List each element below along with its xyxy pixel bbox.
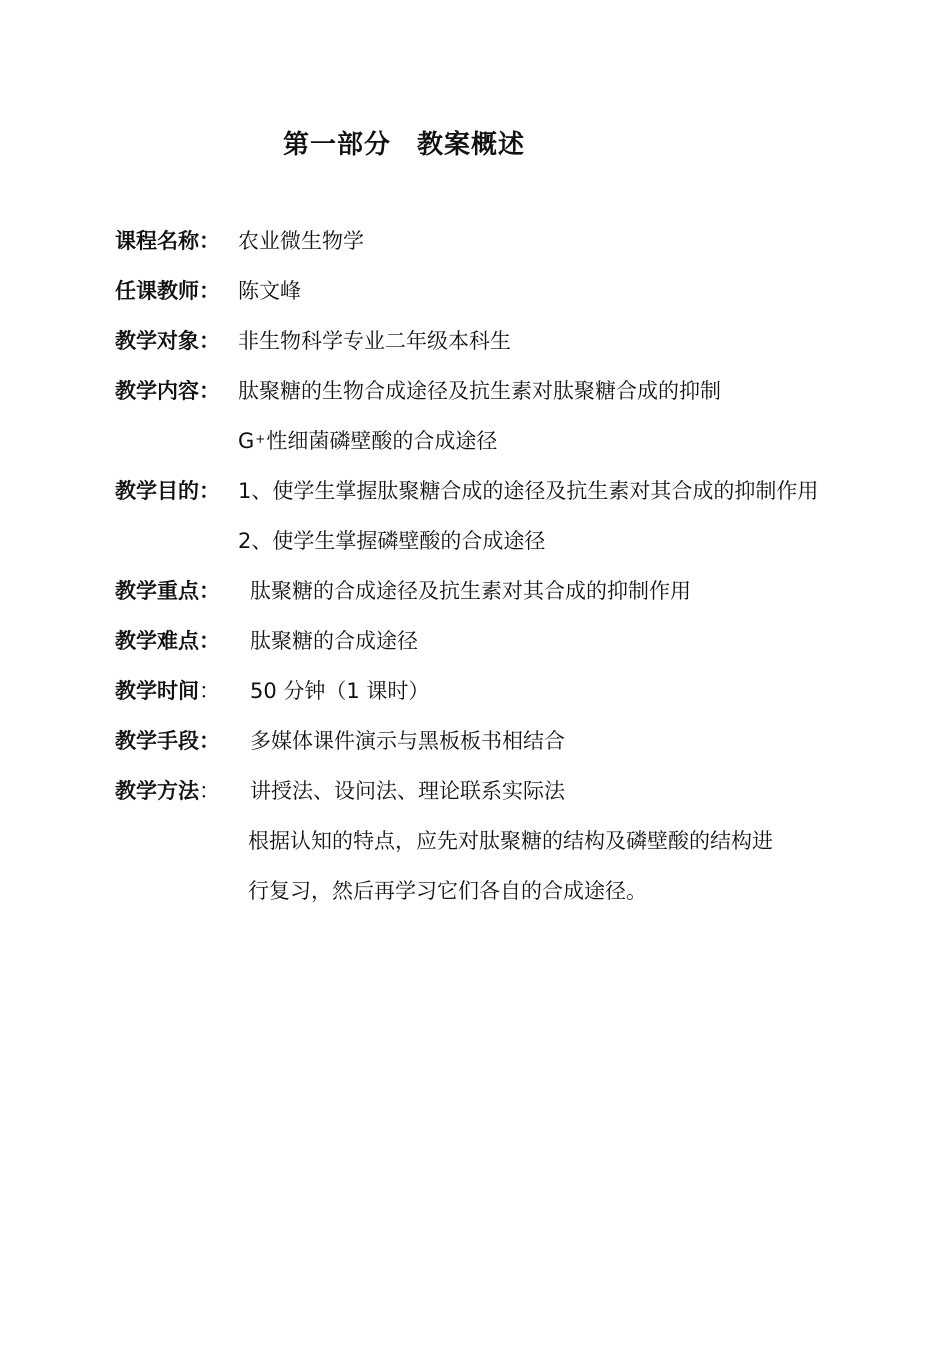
field-value: 陈文峰 — [238, 279, 301, 303]
field-content-line2: G+性细菌磷壁酸的合成途径 — [238, 429, 498, 453]
field-value: 农业微生物学 — [238, 229, 364, 253]
title-part: 第一部分 — [283, 130, 392, 160]
field-value: 肽聚糖的合成途径及抗生素对其合成的抑制作用 — [250, 579, 691, 603]
field-label: 教学目的： — [115, 479, 220, 503]
field-label: 教学方法： — [115, 779, 220, 803]
field-label: 课程名称： — [115, 229, 220, 253]
field-label: 任课教师： — [115, 279, 220, 303]
field-label: 教学难点： — [115, 629, 220, 653]
field-value: 非生物科学专业二年级本科生 — [238, 329, 511, 353]
field-value: 肽聚糖的合成途径 — [250, 629, 418, 653]
field-methods-line2: 根据认知的特点，应先对肽聚糖的结构及磷壁酸的结构进 — [248, 829, 773, 853]
field-label: 教学时间： — [115, 679, 220, 703]
field-objectives-line2: 2、使学生掌握磷壁酸的合成途径 — [238, 529, 546, 553]
field-label: 教学对象： — [115, 329, 220, 353]
title-name: 教案概述 — [417, 130, 526, 160]
field-value: 50 分钟（1 课时） — [250, 679, 430, 703]
field-methods-line3: 行复习，然后再学习它们各自的合成途径。 — [248, 879, 647, 903]
field-value: 肽聚糖的生物合成途径及抗生素对肽聚糖合成的抑制 — [238, 379, 721, 403]
field-value: 讲授法、设问法、理论联系实际法 — [250, 779, 565, 803]
field-label: 教学重点： — [115, 579, 220, 603]
page-title — [283, 124, 525, 161]
field-value: 多媒体课件演示与黑板板书相结合 — [250, 729, 565, 753]
field-value: 1、使学生掌握肽聚糖合成的途径及抗生素对其合成的抑制作用 — [238, 479, 819, 503]
field-label: 教学手段： — [115, 729, 220, 753]
field-label: 教学内容： — [115, 379, 220, 403]
superscript-plus: + — [255, 432, 266, 446]
